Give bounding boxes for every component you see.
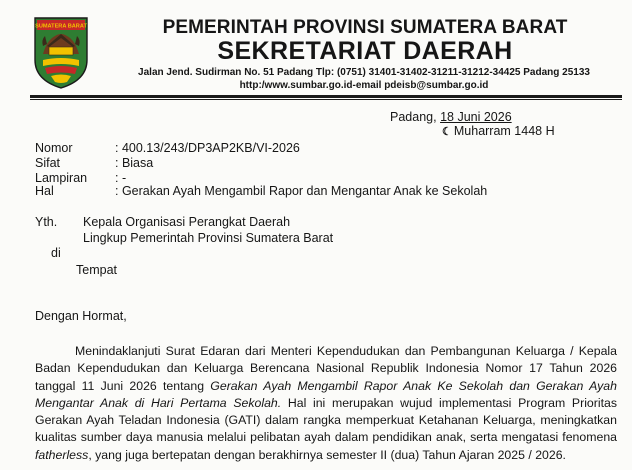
body-line: Menindaklanjuti Surat Edaran dari Menteri Kependudukan dan Pembangunan Keluarga / Kepala [75,344,617,358]
meta-label: Hal [35,184,54,198]
recipient-line1: Kepala Organisasi Perangkat Daerah [83,215,291,229]
body-line: Gerakan Ayah Teladan Indonesia (GATI) dalam rangka memperkuat Ketahanan Keluarga, meningkatkan [35,413,617,428]
meta-value: : Gerakan Ayah Mengambil Rapor dan Mengantar Anak ke Sekolah [115,184,488,198]
meta-label: Nomor [35,141,73,155]
body-line: tanggal 11 Juni 2026 tentang Gerakan Ayah Mengambil Rapor Anak Ke Sekolah dan Gerakan Ayah [35,378,617,393]
body-line: kualitas sumber daya manusia melalui pelibatan ayah dalam pendidikan anak, serta mengatasi fenomena [35,430,617,445]
meta-sifat [35,156,153,170]
recipient-di: di [51,246,61,260]
meta-value: : - [115,171,127,185]
meta-hal [35,184,487,198]
body-line: Badan Kependudukan dan Keluarga Berencana Nasional Republik Indonesia Nomor 17 Tahun 2026 [35,361,617,376]
letterhead-office: SEKRETARIAT DAERAH [217,37,513,65]
greeting: Dengan Hormat, [35,309,127,323]
recipient-place: Tempat [76,263,117,277]
meta-lampiran [35,171,126,185]
letterhead-rule-thick [30,95,622,98]
letter-date-hijri [442,124,555,138]
meta-value: : Biasa [115,156,154,170]
meta-label: Lampiran [35,171,88,185]
logo-text: SUMATERA BARAT [35,23,87,30]
crescent-icon: ☾ [442,126,451,138]
recipient-line2: Lingkup Pemerintah Provinsi Sumatera Barat [83,231,334,245]
body-line: Mengantar Anak di Hari Pertama Sekolah. Hal ini merupakan wujud implementasi Program Prioritas [35,395,618,410]
date-hijri: Muharram 1448 H [453,124,555,138]
recipient-yth: Yth. [35,215,58,229]
body-paragraph [35,343,617,464]
meta-value: : 400.13/243/DP3AP2KB/VI-2026 [115,141,300,155]
letterhead-web-email: http:/www.sumbar.go.id-email pdeisb@sumbar.go.id [239,80,489,91]
letterhead-address: Jalan Jend. Sudirman No. 51 Padang Tlp: (0751) 31401-31402-31211-31212-34425 Padang 25133 [138,67,590,78]
letterhead-rule-thin [30,99,622,100]
date-gregorian: 18 Juni 2026 [440,110,512,124]
letterhead-government: PEMERINTAH PROVINSI SUMATERA BARAT [162,17,568,38]
coat-of-arms-logo [33,16,89,90]
body-line: fatherless, yang juga bertepatan dengan berakhirnya semester II (dua) Tahun Ajaran 2025 / 2026. [35,447,566,462]
meta-nomor [35,141,300,155]
date-place: Padang, [390,110,437,124]
meta-label: Sifat [35,156,61,170]
letter-date [390,110,512,124]
